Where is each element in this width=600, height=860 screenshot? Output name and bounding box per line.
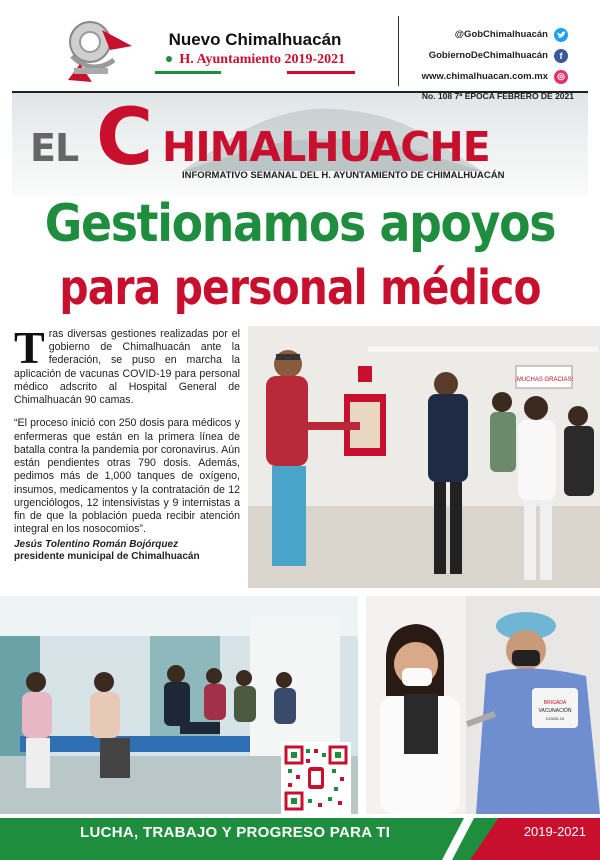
chimalhuacan-logo: [62, 16, 134, 84]
tricolor-line: [155, 71, 355, 74]
brand-block: [150, 30, 360, 74]
twitter-handle[interactable]: @GobChimalhuacán: [454, 29, 548, 40]
photo-vaccination-checkin: [248, 326, 600, 588]
social-facebook[interactable]: [388, 45, 568, 66]
footer-band: [0, 818, 600, 860]
masthead-tagline: INFORMATIVO SEMANAL DEL H. AYUNTAMIENTO DE CHIMALHUACÁN: [182, 170, 505, 181]
website-link[interactable]: www.chimalhuacan.com.mx: [421, 71, 548, 82]
footer-years: 2019-2021: [523, 824, 586, 839]
web-icon: ◎: [554, 70, 568, 84]
masthead: [12, 91, 588, 196]
facebook-handle[interactable]: GobiernoDeChimalhuacán: [428, 50, 548, 61]
svg-text:COVID-19: COVID-19: [545, 716, 565, 721]
brand-subtitle-text: H. Ayuntamiento 2019-2021: [179, 52, 346, 67]
brand-subtitle: [150, 52, 360, 68]
article-quote: “El proceso inició con 250 dosis para médicos y enfermeras que están en la primera línea de batalla contra la pandemia por coronavirus. Aún están pendientes otras 790 dosis. Además, pedimos más de 1,000 tanques de oxígeno, insumos, medicamentos y la contratación de 12 urgenciólogos, 12 intensivistas y 9 internistas a fin de que la población pueda recibir atención integral en los nosocomios”.: [14, 417, 240, 536]
masthead-title: HIMALHUACHE: [162, 123, 490, 171]
qr-code[interactable]: [281, 742, 351, 814]
headline-line2: para personal médico: [59, 260, 541, 316]
edition-info: No. 108 7ª EPOCA FEBRERO DE 2021: [421, 91, 574, 101]
brand-title: Nuevo Chimalhuacán: [168, 30, 342, 49]
signer-name: Jesús Tolentino Román Bojórquez: [14, 538, 179, 550]
social-twitter[interactable]: [388, 24, 568, 45]
dot-icon: ●: [164, 52, 174, 67]
social-web[interactable]: [388, 66, 568, 87]
signer-role: presidente municipal de Chimalhuacán: [14, 551, 200, 563]
wall-sign-text: ¡MUCHAS GRACIAS!: [514, 377, 574, 383]
drop-cap: T: [14, 322, 45, 373]
masthead-el: EL: [30, 126, 79, 170]
vest-label: BRIGADA: [543, 700, 567, 706]
twitter-icon: [554, 28, 568, 42]
svg-text:VACUNACIÓN: VACUNACIÓN: [538, 708, 572, 714]
facebook-icon: f: [554, 49, 568, 63]
qr-code-icon: [284, 745, 348, 811]
header: [0, 0, 600, 90]
headline-line1: Gestionamos apoyos: [44, 194, 556, 254]
footer-slogan: LUCHA, TRABAJO Y PROGRESO PARA TI: [80, 824, 391, 841]
social-links: [388, 24, 568, 87]
article-body: [14, 322, 240, 564]
article-paragraph-1: [14, 322, 240, 407]
masthead-c: C: [96, 93, 154, 183]
article-paragraph-1-text: ras diversas gestiones realizadas por el gobierno de Chimalhuacán ante la federación, se puso en marcha la aplicación de vacunas COVID-19 para personal médico adscrito al Hospital General de Chimalhuacán 90 camas.: [14, 328, 240, 407]
photo-vaccine-application: [366, 596, 600, 814]
